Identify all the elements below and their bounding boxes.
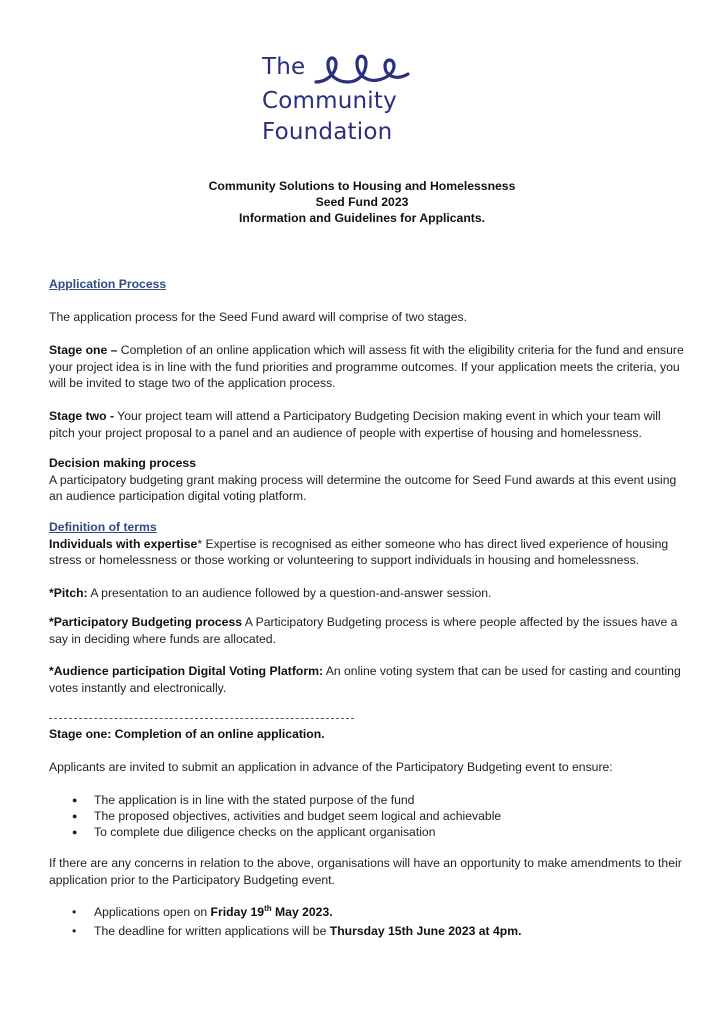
stage-one-section-intro: Applicants are invited to submit an application in advance of the Participatory Budgeting event to ensure: [49, 760, 613, 774]
definition-participatory-budgeting: *Participatory Budgeting process A Participatory Budgeting process is where people affected by the issues have a say in deciding where funds are allocated. [49, 615, 678, 646]
logo-text-community: Community [262, 88, 397, 114]
bullet-icon: ● [72, 795, 78, 805]
key-dates-list [49, 904, 689, 939]
decision-making-heading: Decision making process [49, 456, 196, 470]
definitions-section [49, 519, 689, 569]
stage-two-text: Your project team will attend a Participatory Budgeting Decision making event in which your team will pitch your project proposal to a panel and an audience of people with expertise of housing and homelessness. [49, 409, 661, 440]
logo-text-the: The [262, 54, 306, 80]
dashed-divider [49, 718, 354, 719]
bullet-icon: ● [72, 827, 78, 837]
community-foundation-logo [262, 50, 432, 150]
definitions-heading: Definition of terms [49, 520, 157, 534]
list-item-deadline: • The deadline for written applications will be Thursday 15th June 2023 at 4pm. [72, 924, 522, 938]
stage-two-label: Stage two - [49, 409, 115, 423]
list-item: ● The proposed objectives, activities and budget seem logical and achievable [72, 809, 502, 823]
application-process-intro: The application process for the Seed Fund award will comprise of two stages. [49, 310, 467, 324]
stage-one-label: Stage one – [49, 343, 118, 357]
concerns-paragraph: If there are any concerns in relation to the above, organisations will have an opportunity to make amendments to their application prior to the Participatory Budgeting event. [49, 856, 682, 887]
logo-text-foundation: Foundation [262, 119, 393, 145]
list-item: ● To complete due diligence checks on the applicant organisation [72, 825, 436, 839]
document-title [0, 178, 724, 226]
stage-one-text: Completion of an online application which will assess fit with the eligibility criteria for the fund and ensure your project idea is in line with the fund priorities and programme outcomes. If your application meets the criteria, you will be invited to stage two of the application process. [49, 343, 684, 390]
definition-digital-voting-platform: *Audience participation Digital Voting Platform: An online voting system that can be used for casting and counting votes instantly and electronically. [49, 664, 681, 695]
decision-making-text: A participatory budgeting grant making process will determine the outcome for Seed Fund awards at this event using an audience participation digital voting platform. [49, 472, 677, 503]
title-line-1: Community Solutions to Housing and Homelessness [208, 179, 516, 193]
title-line-2: Seed Fund 2023 [315, 195, 409, 209]
definition-pitch: *Pitch: A presentation to an audience followed by a question-and-answer session. [49, 586, 492, 600]
title-line-3: Information and Guidelines for Applicants. [238, 211, 486, 225]
bullet-icon: • [72, 924, 77, 938]
bullet-icon: ● [72, 811, 78, 821]
loops-icon [314, 52, 414, 88]
application-process-heading: Application Process [49, 277, 167, 291]
stage-one-section-heading: Stage one: Completion of an online application. [49, 727, 325, 741]
list-item: ● The application is in line with the stated purpose of the fund [72, 793, 415, 807]
list-item-applications-open: • Applications open on Friday 19th May 2023. [72, 903, 333, 919]
stage-two-paragraph [49, 408, 689, 441]
stage-one-bullets [49, 792, 689, 840]
definition-individuals-with-expertise: Individuals with expertise* Expertise is recognised as either someone who has direct lived experience of housing stress or homelessness or those working or volunteering to support individuals in housing and homelessness. [49, 536, 669, 567]
decision-making-section [49, 455, 689, 505]
stage-one-paragraph [49, 342, 689, 392]
bullet-icon: • [72, 905, 77, 919]
